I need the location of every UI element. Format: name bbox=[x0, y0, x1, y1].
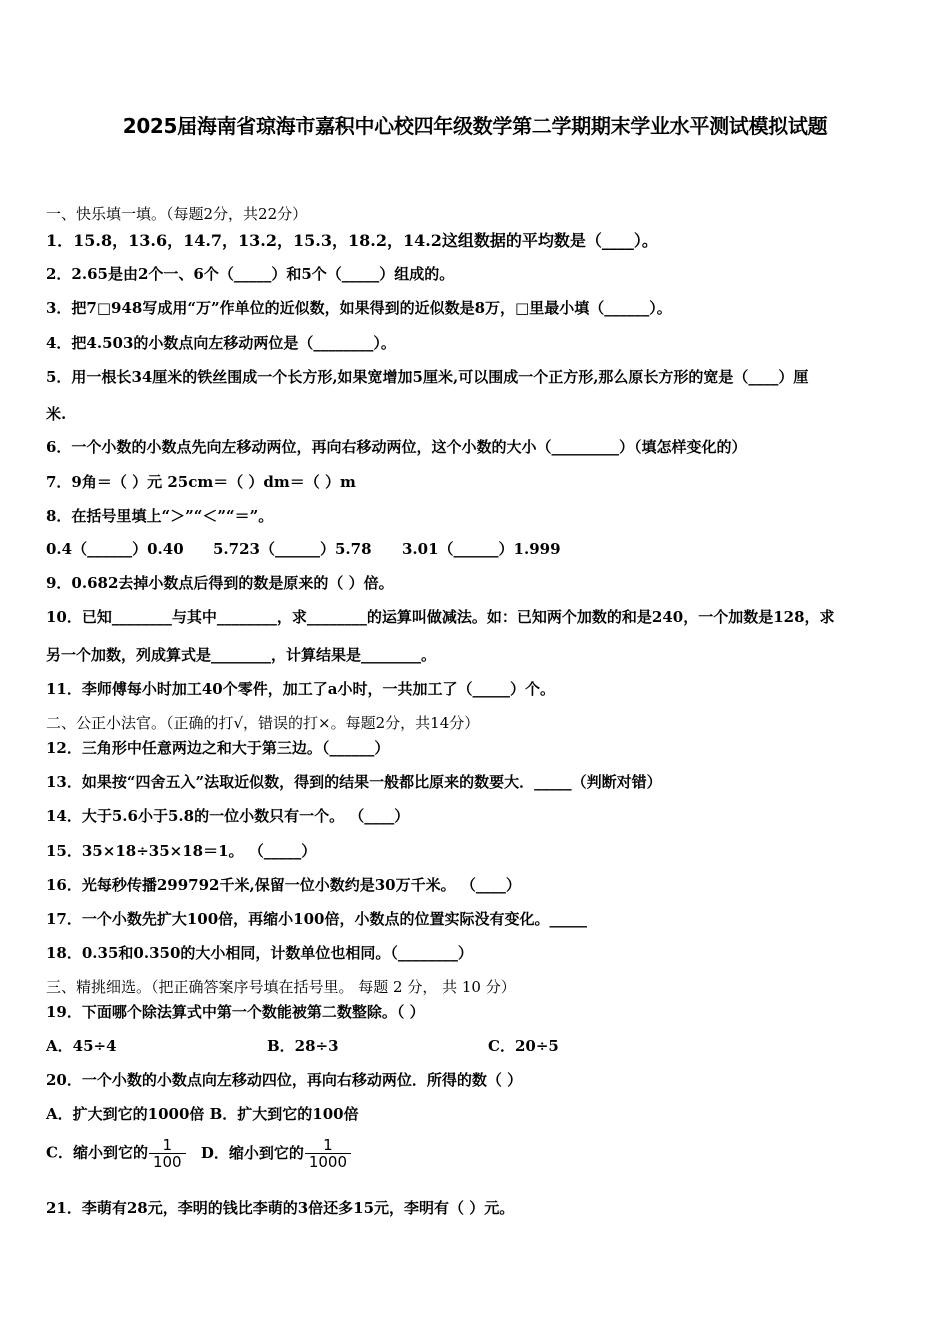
section-1-heading: 一、快乐填一填。（每题2分，共22分） bbox=[46, 205, 308, 223]
question-2: 2．2.65是由2个一、6个（_____）和5个（_____）组成的。 bbox=[46, 265, 455, 283]
question-10-line-2: 另一个加数，列成算式是________，计算结果是________。 bbox=[46, 646, 437, 664]
question-19-option-c: C．20÷5 bbox=[488, 1037, 559, 1055]
question-20-options-cd bbox=[46, 1137, 351, 1170]
question-19-option-a: A．45÷4 bbox=[46, 1037, 117, 1055]
question-4: 4．把4.503的小数点向左移动两位是（________）。 bbox=[46, 334, 396, 352]
question-6: 6．一个小数的小数点先向左移动两位，再向右移动两位，这个小数的大小（_________）（填怎样变化的） bbox=[46, 438, 747, 456]
question-3: 3．把7□948写成用“万”作单位的近似数，如果得到的近似数是8万，□里最小填（______）。 bbox=[46, 299, 672, 317]
question-8-item: 3.01（______）1.999 bbox=[402, 540, 561, 558]
question-8-item: 5.723（______）5.78 bbox=[213, 540, 372, 558]
fraction-one-thousandth: $\frac{1}{1000}$ bbox=[305, 1137, 351, 1170]
question-11: 11．李师傅每小时加工40个零件，加工了a小时，一共加工了（_____）个。 bbox=[46, 680, 555, 698]
section-3-heading: 三、精挑细选。（把正确答案序号填在括号里。 每题 2 分， 共 10 分） bbox=[46, 978, 516, 996]
question-20: 20．一个小数的小数点向左移动四位，再向右移动两位．所得的数（ ） bbox=[46, 1071, 523, 1089]
question-17: 17．一个小数先扩大100倍，再缩小100倍，小数点的位置实际没有变化。_____ bbox=[46, 910, 587, 928]
question-7: 7．9角＝（ ）元 25cm＝（ ）dm＝（ ）m bbox=[46, 473, 356, 491]
question-1: 1．15.8，13.6，14.7，13.2，15.3，18.2，14.2这组数据的平均数是（____）。 bbox=[46, 231, 658, 250]
section-2-heading: 二、公正小法官。（正确的打√，错误的打×。每题2分，共14分） bbox=[46, 714, 480, 732]
question-10-line-1: 10．已知________与其中________，求________的运算叫做减法。如：已知两个加数的和是240，一个加数是128，求 bbox=[46, 608, 835, 626]
question-21: 21．李萌有28元，李明的钱比李萌的3倍还多15元，李明有（ ）元。 bbox=[46, 1199, 515, 1217]
question-18: 18．0.35和0.350的大小相同，计数单位也相同。（________） bbox=[46, 944, 473, 962]
question-13: 13．如果按“四舍五入”法取近似数，得到的结果一般都比原来的数要大．_____（判断对错） bbox=[46, 773, 662, 791]
question-16: 16．光每秒传播299792千米,保留一位小数约是30万千米。 （____） bbox=[46, 876, 521, 894]
question-5-line-2: 米. bbox=[46, 405, 67, 423]
question-20-options-ab: A．扩大到它的1000倍 B．扩大到它的100倍 bbox=[46, 1105, 359, 1123]
question-20-option-c: C．缩小到它的 bbox=[46, 1143, 148, 1162]
question-8-item: 0.4（______）0.40 bbox=[46, 540, 184, 558]
question-9: 9．0.682去掉小数点后得到的数是原来的（ ）倍。 bbox=[46, 574, 394, 592]
question-8: 8．在括号里填上“＞”“＜”“＝”。 bbox=[46, 507, 274, 525]
question-19-option-b: B．28÷3 bbox=[267, 1037, 339, 1055]
question-20-option-d: D．缩小到它的 bbox=[200, 1143, 304, 1162]
question-15: 15．35×18÷35×18＝1。 （_____） bbox=[46, 842, 317, 860]
question-19: 19．下面哪个除法算式中第一个数能被第二数整除。（ ） bbox=[46, 1003, 425, 1021]
question-5-line-1: 5．用一根长34厘米的铁丝围成一个长方形,如果宽增加5厘米,可以围成一个正方形,那么原长方形的宽是（____）厘 bbox=[46, 368, 809, 386]
page-title: 2025届海南省琼海市嘉积中心校四年级数学第二学期期末学业水平测试模拟试题 bbox=[122, 114, 828, 138]
fraction-one-hundredth: $\frac{1}{100}$ bbox=[149, 1137, 186, 1170]
question-12: 12．三角形中任意两边之和大于第三边。（______） bbox=[46, 739, 390, 757]
question-14: 14．大于5.6小于5.8的一位小数只有一个。 （____） bbox=[46, 807, 410, 825]
